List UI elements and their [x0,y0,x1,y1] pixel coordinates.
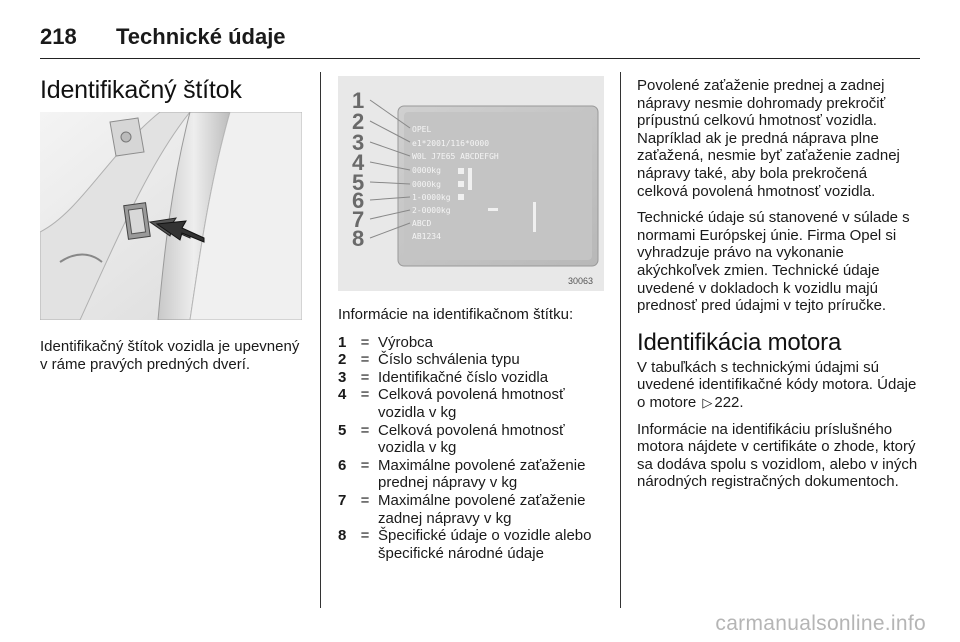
callout-5: 5 [352,170,365,195]
callout-7: 7 [352,207,365,232]
door-frame-photo [40,112,302,320]
page-number: 218 [40,24,77,49]
plate-legend [338,306,604,562]
door-frame-illustration [40,112,302,320]
callout-1: 1 [352,88,365,113]
column-divider-2 [620,72,621,608]
plate-line-3: W0L J7E65 ABCDEFGH [412,152,499,161]
callout-3: 3 [352,130,365,155]
list-item: 1 = Výrobca [338,333,434,351]
technical-data-paragraph: Technické údaje sú stanovené v súlade s normami Európskej únie. Firma Opel si vyhradzuje právo na vykonanie akýchkoľvek zmien. Technické údaje uvedené v dokladoch k vozidlu majú prednosť pred údajmi v tejto príručke. [637,209,910,315]
list-item: 7 = Maximálne povolené zaťaženie zadnej nápravy v kg [338,491,586,527]
list-item: 2 = Číslo schválenia typu [338,351,520,369]
column-divider-1 [320,72,321,608]
plate-line-9: AB1234 [412,232,441,241]
list-item: 8 = Špecifické údaje o vozidle alebo špecifické národné údaje [338,527,592,562]
axle-load-paragraph: Povolené zaťaženie prednej a zadnej nápravy nesmie dohromady prekročiť prípustnú celkovú hmotnosť vozidla. Napríklad ak je predná náprava plne zaťažená, nesmie byť zaťaženie zadnej nápravy také, aby bola prekročená celková povolená hmotnosť vozidla. [637,77,900,200]
plate-line-1: OPEL [412,125,432,134]
identification-plate-photo [338,76,604,291]
plate-line-8: ABCD [412,219,432,228]
list-item: 3 = Identifikačné číslo vozidla [338,368,549,386]
engine-data-page-link[interactable]: 222. [714,393,744,411]
engine-codes-paragraph: V tabuľkách s technickými údajmi sú uvedené identifikačné kódy motora. Údaje o motore ▷ 222. [637,358,917,411]
list-item: 6 = Maximálne povolené zaťaženie prednej nápravy v kg [338,456,586,492]
identification-plate-caption: Identifikačný štítok vozidla je upevnený v ráme pravých predných dverí. [40,338,300,373]
identification-plate-illustration [338,76,604,291]
page-reference-icon: ▷ [702,394,713,410]
list-item: 4 = Celková povolená hmotnosť vozidla v kg [338,386,565,421]
plate-legend-list [338,334,604,563]
plate-line-6: 1-0000kg [412,193,451,202]
site-watermark: carmanualsonline.info [715,612,926,635]
page-header [40,18,920,59]
section-title-engine-identification: Identifikácia motora [637,328,842,356]
callout-6: 6 [352,188,365,213]
column-1 [40,72,302,105]
callout-8: 8 [352,226,365,251]
plate-legend-intro: Informácie na identifikačnom štítku: [338,306,574,323]
plate-line-4: 0000kg [412,166,441,175]
plate-line-7: 2-0000kg [412,206,451,215]
chapter-title: Technické údaje [116,24,286,49]
section-title-identification-plate: Identifikačný štítok [40,76,242,104]
callout-2: 2 [352,109,365,134]
engine-certificate-paragraph: Informácie na identifikáciu príslušného motora nájdete v certifikáte o zhode, ktorý sa dodáva spolu s vozidlom, alebo v iných národných registračných dokumentoch. [637,420,918,491]
list-item: 5 = Celková povolená hmotnosť vozidla v kg [338,421,565,457]
plate-line-5: 0000kg [412,180,441,189]
column-3 [637,77,920,491]
plate-line-2: e1*2001/116*0000 [412,139,490,148]
figure-number: 30063 [568,276,594,286]
callout-4: 4 [352,150,365,175]
